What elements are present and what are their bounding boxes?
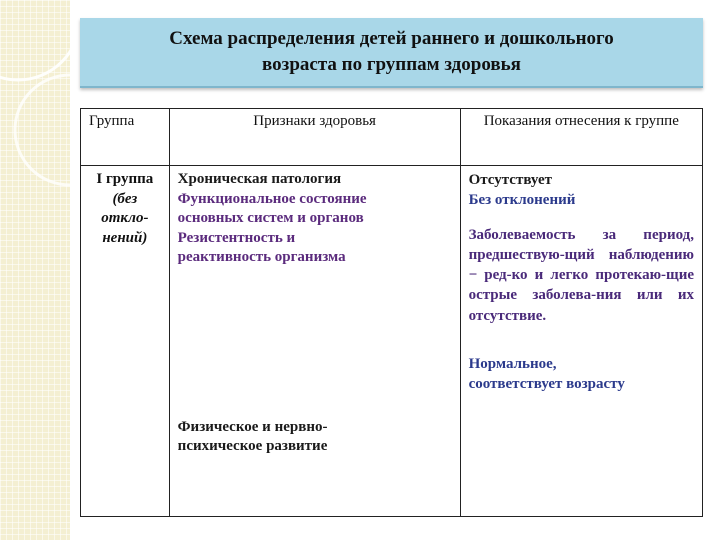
sign-functional-state-cont: основных систем и органов: [177, 210, 364, 226]
group-subtitle-3: нений): [102, 229, 148, 246]
sign-resistance: Резистентность и: [177, 229, 296, 246]
indication-normal: Нормальное,: [468, 355, 557, 372]
group-cell: [81, 166, 170, 517]
indication-absent: Отсутствует: [468, 172, 552, 188]
group-subtitle-1: (без: [112, 190, 138, 207]
sign-development-cont: психическое развитие: [177, 438, 328, 454]
table-row: [81, 166, 703, 517]
sign-functional-state: Функциональное состояние: [177, 190, 367, 207]
indication-age-match: соответствует возрасту: [468, 376, 625, 392]
sign-resistance-cont: реактивность организма: [177, 249, 346, 265]
title-line-2: возраста по группам здоровья: [262, 54, 521, 75]
indications-cell: [460, 166, 702, 517]
header-group: Группа: [81, 109, 170, 166]
header-indications: Показания отнесения к группе: [460, 109, 702, 166]
group-subtitle-2: откло-: [101, 210, 149, 226]
signs-cell: [169, 166, 460, 517]
group-title: I группа: [96, 171, 154, 187]
header-signs: Признаки здоровья: [169, 109, 460, 166]
sign-chronic-pathology: Хроническая патология: [177, 171, 342, 187]
indication-no-deviation: Без отклонений: [468, 192, 576, 209]
health-groups-table: [80, 108, 703, 517]
sign-development: Физическое и нервно-: [177, 418, 328, 435]
slide-title: [80, 18, 703, 88]
table-header-row: [81, 109, 703, 166]
indication-morbidity: Заболеваемость за период, предшествую-щий наблюдению − ред-ко и легко протекаю-щие острые заболева-ния или их отсутствие.: [468, 226, 694, 324]
title-line-1: Схема распределения детей раннего и дошкольного: [169, 28, 614, 50]
